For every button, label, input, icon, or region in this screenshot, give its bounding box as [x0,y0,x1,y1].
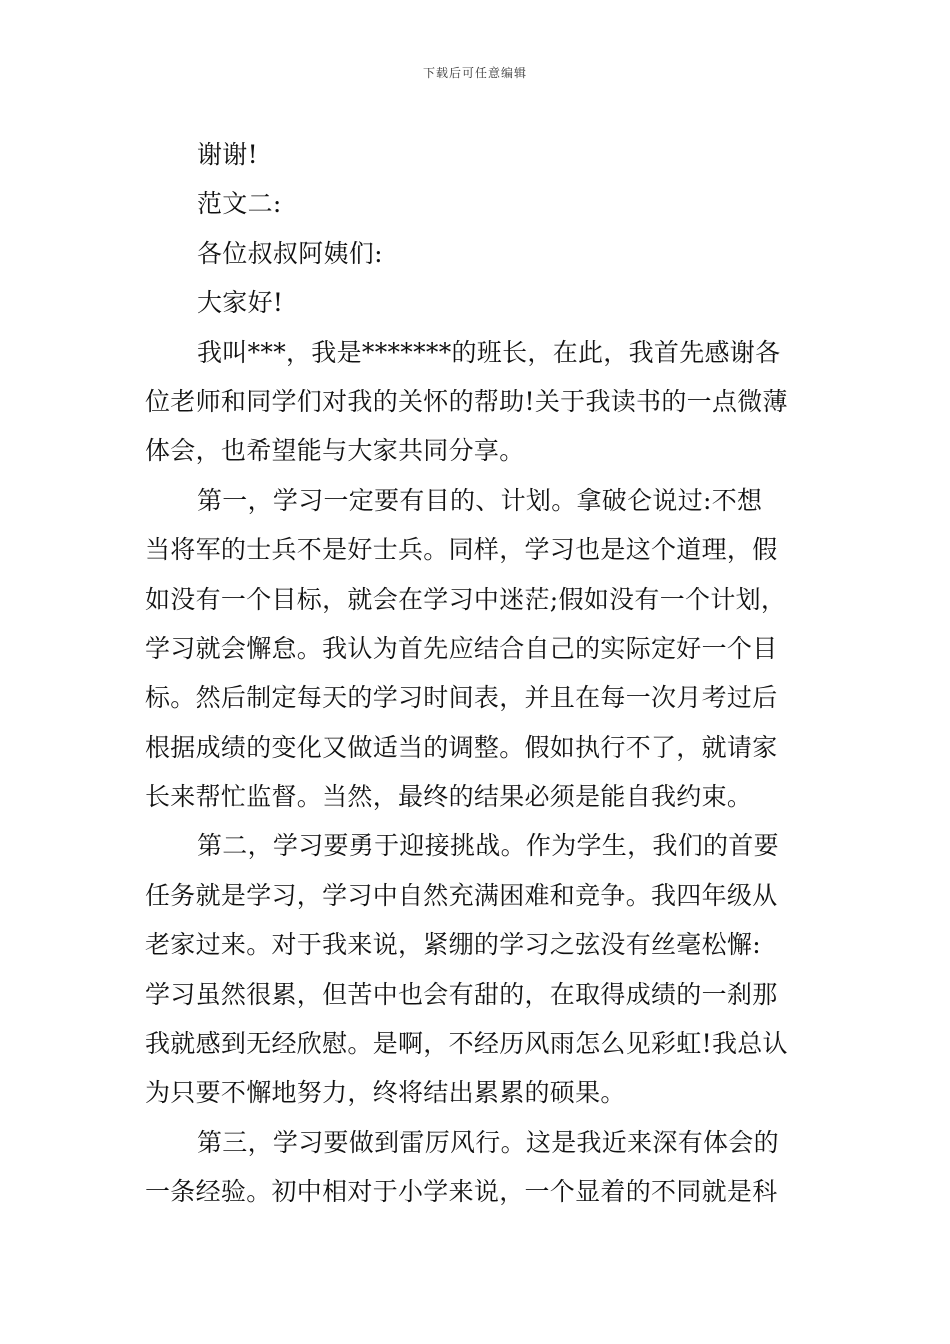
text-line: 当将军的士兵不是好士兵。同样，学习也是这个道理，假 [145,535,778,565]
text-line: 大家好! [197,288,284,318]
page-header: 下载后可任意编辑 [422,66,527,80]
text-line: 我叫***，我是*******的班长，在此，我首先感谢各 [197,337,781,367]
text-line: 范文二: [197,189,282,219]
text-line: 标。然后制定每天的学习时间表，并且在每一次月考过后 [145,683,778,713]
text-line: 谢谢! [197,140,258,169]
text-line: 第三，学习要做到雷厉风行。这是我近来深有体会的 [197,1127,779,1157]
text-line: 如没有一个目标，就会在学习中迷茫;假如没有一个计划， [145,584,787,614]
text-line: 各位叔叔阿姨们: [197,238,383,268]
document-body [145,130,807,1217]
text-line: 长来帮忙监督。当然，最终的结果必须是能自我约束。 [145,782,753,812]
text-line: 老家过来。对于我来说，紧绷的学习之弦没有丝毫松懈: [145,930,761,960]
text-line: 学习就会懈怠。我认为首先应结合自己的实际定好一个目 [145,633,778,663]
text-line: 为只要不懈地努力，终将结出累累的硕果。 [145,1078,626,1108]
text-line: 体会，也希望能与大家共同分享。 [145,436,525,466]
text-line: 一条经验。初中相对于小学来说，一个显着的不同就是科 [145,1177,778,1207]
text-line: 第一，学习一定要有目的、计划。拿破仑说过:不想 [197,485,763,515]
text-line: 学习虽然很累，但苦中也会有甜的，在取得成绩的一刹那 [145,979,778,1009]
text-line: 我就感到无经欣慰。是啊，不经历风雨怎么见彩虹!我总认 [145,1029,788,1059]
text-line: 任务就是学习，学习中自然充满困难和竞争。我四年级从 [145,880,778,910]
text-line: 根据成绩的变化又做适当的调整。假如执行不了，就请家 [145,732,778,762]
text-line: 位老师和同学们对我的关怀的帮助!关于我读书的一点微薄 [145,386,788,416]
text-line: 第二，学习要勇于迎接挑战。作为学生，我们的首要 [197,831,779,861]
